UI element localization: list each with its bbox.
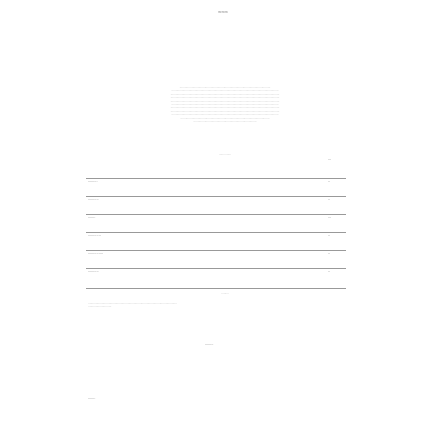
table-row-label: ············ — [88, 234, 101, 238]
abstract-line: ···························································································································· — [171, 89, 279, 93]
table-row-value: ·· — [328, 198, 331, 202]
abstract-line: ······························································································································ — [170, 96, 280, 100]
abstract-block — [80, 86, 370, 123]
table-rule — [86, 250, 346, 251]
table-header-value: ··· — [328, 158, 332, 162]
table-row-label: ·········· — [88, 270, 99, 274]
table-rule — [86, 178, 346, 179]
table-rule — [86, 196, 346, 197]
table-row-value: ·· — [328, 180, 331, 184]
abstract-line: ···························································································································· — [171, 113, 279, 117]
note-line: ··························· — [88, 305, 112, 309]
table-row-label: ······· — [88, 216, 96, 220]
abstract-line: ········································································································· — [179, 86, 271, 89]
abstract-line: ······························································································································ — [170, 106, 280, 110]
table-rule — [86, 268, 346, 269]
note-line: ······································································································· — [88, 302, 177, 305]
abstract-line: ······························································································································ — [170, 109, 280, 113]
section-heading: ········ — [205, 343, 214, 347]
table-row-value: ·· — [328, 234, 331, 238]
abstract-line: ······································································································· — [180, 116, 270, 120]
abstract-line: ········································································· — [193, 120, 257, 124]
table-rule — [86, 214, 346, 215]
table-rule — [86, 232, 346, 233]
note-block — [88, 302, 368, 309]
abstract-line: ···························································································································· — [171, 103, 279, 107]
journal-logo: ≈≈≈ — [218, 10, 228, 16]
table-row-label: ········· — [88, 180, 98, 184]
abstract-line: ······························································································································ — [170, 99, 280, 103]
table-row-label: ·········· — [88, 198, 99, 202]
table-row-label: ·············· — [88, 252, 103, 256]
table-footer: ········· — [221, 292, 229, 295]
abstract-line: ······························································································································ — [170, 92, 280, 96]
table-row-value: ·· — [328, 270, 331, 274]
table-row-value: ·· — [328, 252, 331, 256]
table-row-value: ··· — [328, 216, 332, 220]
section-heading: ······· — [88, 397, 96, 401]
table-caption: ·············· — [218, 153, 232, 156]
table-rule — [86, 288, 346, 289]
